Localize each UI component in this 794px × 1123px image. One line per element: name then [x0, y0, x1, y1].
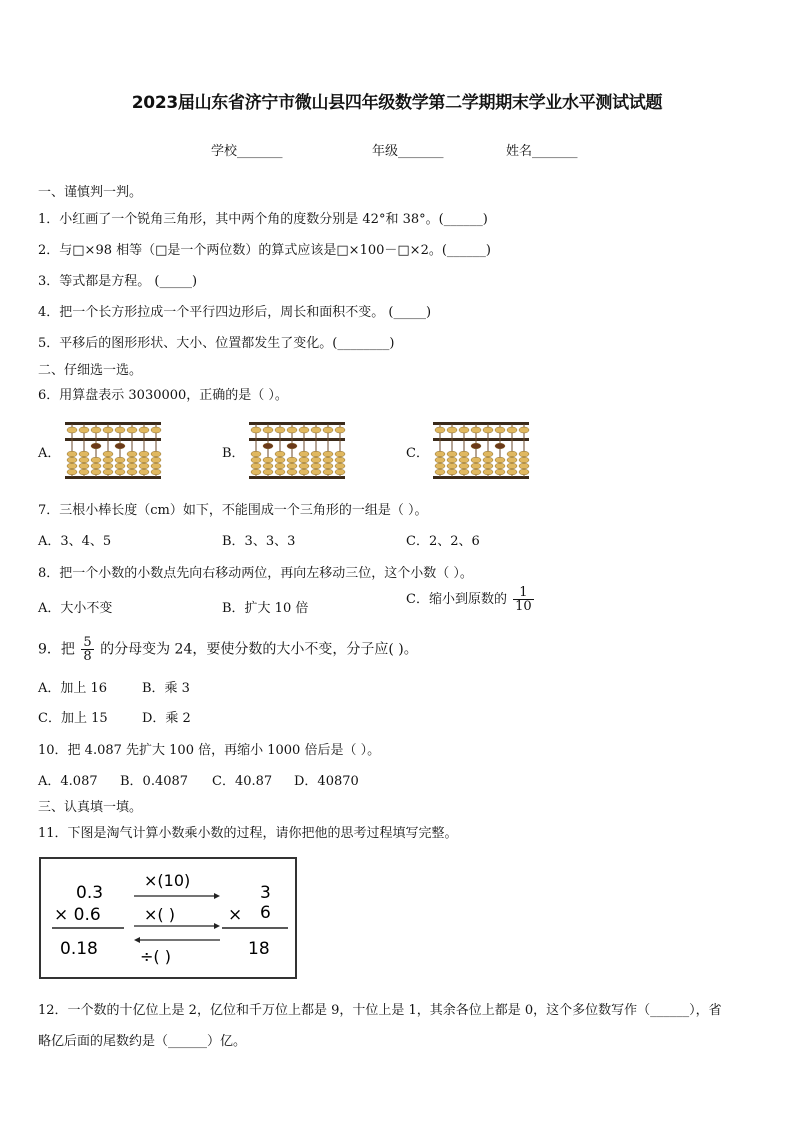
right-times-sign: ×	[228, 905, 243, 925]
abacus-lower-bead	[79, 451, 89, 457]
question-7: 7．三根小棒长度（cm）如下，不能围成一个三角形的一组是（ ）。	[38, 503, 428, 518]
abacus-lower-bead	[495, 457, 505, 463]
q10-option-b: B．0.4087	[120, 774, 189, 789]
abacus-lower-bead	[275, 457, 285, 463]
q11-figure	[38, 856, 300, 980]
arrow-top-head	[214, 893, 220, 899]
arrow-top-label: ×(10)	[144, 871, 191, 890]
q7-option-b: B．3、3、3	[222, 534, 296, 549]
abacus-upper-bead	[67, 427, 77, 433]
question-5: 5．平移后的图形形状、大小、位置都发生了变化。(________)	[38, 336, 395, 351]
abacus-lower-bead	[447, 469, 457, 475]
abacus-lower-bead	[519, 451, 529, 457]
abacus-upper-bead	[151, 427, 161, 433]
abacus-lower-bead	[519, 463, 529, 469]
section-3-heading: 三、认真填一填。	[38, 800, 143, 815]
abacus-lower-bead	[335, 463, 345, 469]
abacus-lower-bead	[507, 451, 517, 457]
abacus-lower-bead	[311, 463, 321, 469]
abacus-lower-bead	[311, 457, 321, 463]
abacus-upper-bead	[127, 427, 137, 433]
q7-option-a: A．3、4、5	[38, 534, 112, 549]
abacus-upper-bead	[275, 427, 285, 433]
abacus-lower-bead	[67, 457, 77, 463]
abacus-lower-bead	[495, 469, 505, 475]
q6-option-a-label: A．	[38, 446, 61, 461]
abacus-upper-bead	[115, 427, 125, 433]
q10-option-a: A．4.087	[38, 774, 98, 789]
q8-fraction	[513, 586, 534, 613]
abacus-upper-bead	[323, 427, 333, 433]
abacus-lower-bead	[251, 463, 261, 469]
q8-option-c-text: C．缩小到原数的	[406, 592, 507, 607]
abacus-b	[248, 420, 348, 480]
q10-option-d: D．40870	[294, 774, 359, 789]
abacus-upper-bead	[471, 427, 481, 433]
abacus-lower-bead	[459, 457, 469, 463]
abacus-lower-bead	[91, 443, 101, 449]
abacus-lower-bead	[91, 463, 101, 469]
abacus-upper-bead	[139, 427, 149, 433]
q9-fraction-numerator: 5	[83, 635, 92, 650]
abacus-beam	[249, 438, 345, 441]
abacus-lower-bead	[103, 469, 113, 475]
abacus-lower-bead	[263, 457, 273, 463]
left-top-number: 0.3	[76, 883, 104, 903]
abacus-lower-bead	[287, 463, 297, 469]
abacus-lower-bead	[287, 469, 297, 475]
left-bottom-number: 0.18	[60, 939, 98, 959]
abacus-upper-bead	[459, 427, 469, 433]
arrow-mid-head	[214, 923, 220, 929]
abacus-top-bar	[65, 422, 161, 425]
abacus-lower-bead	[299, 463, 309, 469]
abacus-lower-bead	[67, 451, 77, 457]
question-8: 8．把一个小数的小数点先向右移动两位，再向左移动三位，这个小数（ ）。	[38, 566, 473, 581]
abacus-upper-bead	[311, 427, 321, 433]
q9-option-d: D．乘 2	[142, 711, 191, 726]
abacus-lower-bead	[311, 469, 321, 475]
question-6: 6．用算盘表示 3030000，正确的是（ ）。	[38, 388, 288, 403]
abacus-top-bar	[433, 422, 529, 425]
abacus-lower-bead	[519, 469, 529, 475]
abacus-lower-bead	[459, 463, 469, 469]
abacus-lower-bead	[115, 443, 125, 449]
page-title: 2023届山东省济宁市微山县四年级数学第二学期期末学业水平测试试题	[131, 93, 663, 113]
abacus-lower-bead	[91, 457, 101, 463]
abacus-upper-bead	[287, 427, 297, 433]
abacus-lower-bead	[127, 463, 137, 469]
q9-option-c: C．加上 15	[38, 711, 108, 726]
abacus-lower-bead	[495, 463, 505, 469]
abacus-lower-bead	[275, 469, 285, 475]
abacus-lower-bead	[311, 451, 321, 457]
abacus-lower-bead	[79, 463, 89, 469]
abacus-lower-bead	[151, 457, 161, 463]
abacus-upper-bead	[495, 427, 505, 433]
abacus-lower-bead	[91, 469, 101, 475]
abacus-lower-bead	[471, 457, 481, 463]
question-9	[38, 636, 418, 663]
q9-text-post: 的分母变为 24，要使分数的大小不变，分子应( )。	[100, 641, 418, 658]
abacus-lower-bead	[435, 463, 445, 469]
abacus-lower-bead	[483, 457, 493, 463]
q6-option-b-label: B．	[222, 446, 245, 461]
abacus-lower-bead	[103, 451, 113, 457]
abacus-upper-bead	[299, 427, 309, 433]
q9-option-b: B．乘 3	[142, 681, 190, 696]
abacus-bottom-bar	[433, 476, 529, 479]
abacus-a	[64, 420, 164, 480]
abacus-lower-bead	[435, 469, 445, 475]
abacus-lower-bead	[335, 469, 345, 475]
abacus-upper-bead	[507, 427, 517, 433]
question-12-line-2: 略亿后面的尾数约是（______）亿。	[38, 1034, 247, 1049]
abacus-lower-bead	[459, 469, 469, 475]
abacus-lower-bead	[299, 451, 309, 457]
abacus-lower-bead	[459, 451, 469, 457]
question-3: 3．等式都是方程。 (_____)	[38, 274, 198, 289]
question-10: 10．把 4.087 先扩大 100 倍，再缩小 1000 倍后是（ ）。	[38, 743, 381, 758]
arrow-bottom-label: ÷( )	[140, 947, 171, 966]
abacus-lower-bead	[323, 469, 333, 475]
q8-fraction-denominator: 10	[515, 599, 532, 614]
abacus-bottom-bar	[65, 476, 161, 479]
abacus-lower-bead	[335, 457, 345, 463]
abacus-lower-bead	[435, 457, 445, 463]
question-1: 1．小红画了一个锐角三角形，其中两个角的度数分别是 42°和 38°。(______)	[38, 212, 488, 227]
abacus-top-bar	[249, 422, 345, 425]
abacus-lower-bead	[139, 457, 149, 463]
name-field: 姓名_______	[506, 144, 578, 159]
q6-option-c-label: C．	[406, 446, 429, 461]
abacus-upper-bead	[519, 427, 529, 433]
abacus-lower-bead	[335, 451, 345, 457]
abacus-lower-bead	[79, 469, 89, 475]
abacus-lower-bead	[139, 463, 149, 469]
abacus-lower-bead	[299, 457, 309, 463]
q8-option-b: B．扩大 10 倍	[222, 601, 309, 616]
abacus-upper-bead	[483, 427, 493, 433]
abacus-lower-bead	[447, 451, 457, 457]
abacus-lower-bead	[263, 443, 273, 449]
abacus-lower-bead	[251, 451, 261, 457]
abacus-lower-bead	[519, 457, 529, 463]
abacus-lower-bead	[263, 469, 273, 475]
abacus-beam	[433, 438, 529, 441]
abacus-lower-bead	[275, 463, 285, 469]
abacus-lower-bead	[471, 463, 481, 469]
abacus-lower-bead	[447, 463, 457, 469]
abacus-lower-bead	[139, 469, 149, 475]
abacus-lower-bead	[275, 451, 285, 457]
abacus-lower-bead	[323, 457, 333, 463]
q8-fraction-numerator: 1	[513, 586, 534, 600]
school-field: 学校_______	[211, 144, 283, 159]
abacus-upper-bead	[251, 427, 261, 433]
abacus-lower-bead	[507, 457, 517, 463]
abacus-lower-bead	[483, 469, 493, 475]
abacus-upper-bead	[79, 427, 89, 433]
abacus-upper-bead	[103, 427, 113, 433]
abacus-lower-bead	[287, 443, 297, 449]
abacus-upper-bead	[335, 427, 345, 433]
abacus-lower-bead	[115, 469, 125, 475]
q9-fraction-denominator: 8	[83, 649, 92, 664]
abacus-upper-bead	[447, 427, 457, 433]
abacus-lower-bead	[323, 451, 333, 457]
abacus-lower-bead	[79, 457, 89, 463]
question-4: 4．把一个长方形拉成一个平行四边形后，周长和面积不变。 (_____)	[38, 305, 432, 320]
abacus-lower-bead	[115, 463, 125, 469]
arrow-bottom-head	[134, 937, 140, 943]
abacus-lower-bead	[323, 463, 333, 469]
q9-text-pre: 9．把	[38, 641, 75, 658]
question-11: 11．下图是淘气计算小数乘小数的过程，请你把他的思考过程填写完整。	[38, 826, 458, 841]
abacus-upper-bead	[91, 427, 101, 433]
q9-fraction	[81, 636, 93, 663]
abacus-upper-bead	[435, 427, 445, 433]
abacus-lower-bead	[495, 443, 505, 449]
abacus-lower-bead	[483, 451, 493, 457]
abacus-bottom-bar	[249, 476, 345, 479]
abacus-lower-bead	[151, 463, 161, 469]
grade-field: 年级_______	[372, 144, 444, 159]
q8-option-c	[406, 586, 536, 613]
abacus-lower-bead	[471, 443, 481, 449]
abacus-beam	[65, 438, 161, 441]
abacus-lower-bead	[103, 457, 113, 463]
abacus-lower-bead	[435, 451, 445, 457]
q7-option-c: C．2、2、6	[406, 534, 480, 549]
right-bottom-number: 18	[248, 939, 270, 959]
abacus-lower-bead	[139, 451, 149, 457]
question-2: 2．与□×98 相等（□是一个两位数）的算式应该是□×100－□×2。(______)	[38, 243, 491, 258]
abacus-upper-bead	[263, 427, 273, 433]
abacus-lower-bead	[483, 463, 493, 469]
abacus-lower-bead	[251, 469, 261, 475]
abacus-lower-bead	[127, 451, 137, 457]
abacus-lower-bead	[67, 463, 77, 469]
abacus-lower-bead	[115, 457, 125, 463]
abacus-lower-bead	[507, 469, 517, 475]
abacus-lower-bead	[151, 469, 161, 475]
abacus-lower-bead	[67, 469, 77, 475]
q10-option-c: C．40.87	[212, 774, 273, 789]
section-1-heading: 一、谨慎判一判。	[38, 185, 143, 200]
arrow-mid-label: ×( )	[144, 905, 175, 924]
abacus-lower-bead	[151, 451, 161, 457]
abacus-lower-bead	[507, 463, 517, 469]
section-2-heading: 二、仔细选一选。	[38, 363, 143, 378]
abacus-lower-bead	[299, 469, 309, 475]
abacus-lower-bead	[263, 463, 273, 469]
left-mid-number: × 0.6	[54, 905, 101, 925]
right-top-number: 3	[260, 883, 271, 903]
abacus-lower-bead	[103, 463, 113, 469]
abacus-lower-bead	[471, 469, 481, 475]
q9-option-a: A．加上 16	[38, 681, 108, 696]
abacus-lower-bead	[127, 457, 137, 463]
question-12-line-1: 12．一个数的十亿位上是 2，亿位和千万位上都是 9，十位上是 1，其余各位上都是 0，这个多位数写作（______），省	[38, 1003, 722, 1018]
abacus-c	[432, 420, 532, 480]
abacus-lower-bead	[287, 457, 297, 463]
abacus-lower-bead	[447, 457, 457, 463]
q8-option-a: A．大小不变	[38, 601, 113, 616]
abacus-lower-bead	[251, 457, 261, 463]
right-mid-number: 6	[260, 903, 271, 923]
abacus-lower-bead	[127, 469, 137, 475]
